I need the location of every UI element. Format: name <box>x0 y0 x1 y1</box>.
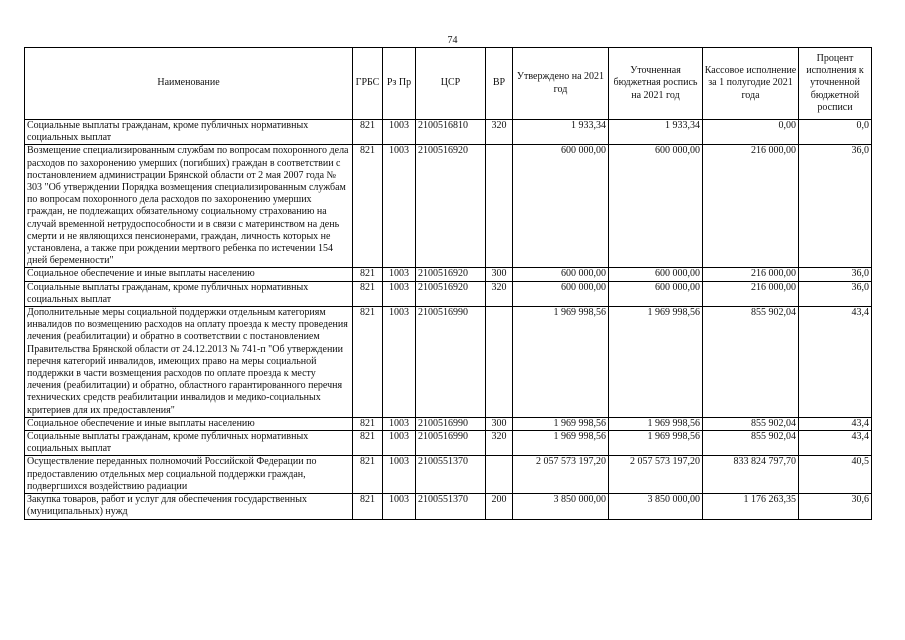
cell-cash: 855 902,04 <box>703 431 799 456</box>
cell-name: Социальное обеспечение и иные выплаты населению <box>25 268 353 281</box>
cell-name: Социальное обеспечение и иные выплаты населению <box>25 417 353 430</box>
cell-rzpr: 1003 <box>383 456 416 494</box>
cell-rzpr: 1003 <box>383 281 416 306</box>
cell-approved: 1 969 998,56 <box>513 307 609 418</box>
cell-cash: 1 176 263,35 <box>703 494 799 519</box>
cell-name: Осуществление переданных полномочий Российской Федерации по предоставлению отдельных мер социальной поддержки граждан, подвергшихся воздействию радиации <box>25 456 353 494</box>
cell-vr <box>486 145 513 268</box>
cell-refined: 2 057 573 197,20 <box>609 456 703 494</box>
table-row <box>25 307 872 418</box>
cell-name: Дополнительные меры социальной поддержки отдельным категориям инвалидов по возмещению расходов на оплату проезда к месту проведения лечения (реабилитации) и обратно в соответствии с постановлением Правительства Брянской области от 24.12.2013 № 741-п "Об утверждении перечня категорий инвалидов, имеющих право на меры социальной поддержки в части возмещения расходов по оплате проезда к месту лечения (реабилитации) и обратно, областного гарантированного перечня технических средств реабилитации инвалидов и медико-социальных критериев для их предоставления" <box>25 307 353 418</box>
cell-grbs: 821 <box>353 307 383 418</box>
cell-name: Закупка товаров, работ и услуг для обеспечения государственных (муниципальных) нужд <box>25 494 353 519</box>
table-row <box>25 120 872 145</box>
header-percent: Процент исполнения к уточненной бюджетной росписи <box>799 48 872 120</box>
cell-vr: 320 <box>486 120 513 145</box>
cell-vr: 320 <box>486 281 513 306</box>
cell-refined: 1 969 998,56 <box>609 307 703 418</box>
cell-refined: 1 969 998,56 <box>609 417 703 430</box>
cell-refined: 600 000,00 <box>609 268 703 281</box>
cell-rzpr: 1003 <box>383 307 416 418</box>
cell-csr: 2100516920 <box>416 268 486 281</box>
header-grbs: ГРБС <box>353 48 383 120</box>
cell-csr: 2100516990 <box>416 307 486 418</box>
cell-cash: 0,00 <box>703 120 799 145</box>
cell-rzpr: 1003 <box>383 145 416 268</box>
cell-rzpr: 1003 <box>383 417 416 430</box>
cell-refined: 600 000,00 <box>609 145 703 268</box>
cell-vr: 300 <box>486 268 513 281</box>
table-row <box>25 456 872 494</box>
header-rzpr: Рз Пр <box>383 48 416 120</box>
table-row <box>25 417 872 430</box>
cell-approved: 600 000,00 <box>513 281 609 306</box>
header-approved: Утверждено на 2021 год <box>513 48 609 120</box>
cell-vr <box>486 456 513 494</box>
cell-csr: 2100516990 <box>416 431 486 456</box>
cell-percent: 0,0 <box>799 120 872 145</box>
cell-rzpr: 1003 <box>383 494 416 519</box>
table-row <box>25 281 872 306</box>
cell-grbs: 821 <box>353 281 383 306</box>
cell-percent: 40,5 <box>799 456 872 494</box>
table-row <box>25 145 872 268</box>
cell-rzpr: 1003 <box>383 431 416 456</box>
table-row <box>25 431 872 456</box>
cell-grbs: 821 <box>353 456 383 494</box>
cell-approved: 600 000,00 <box>513 268 609 281</box>
cell-csr: 2100551370 <box>416 456 486 494</box>
cell-percent: 43,4 <box>799 431 872 456</box>
cell-grbs: 821 <box>353 120 383 145</box>
cell-approved: 3 850 000,00 <box>513 494 609 519</box>
cell-approved: 2 057 573 197,20 <box>513 456 609 494</box>
cell-percent: 43,4 <box>799 307 872 418</box>
cell-approved: 600 000,00 <box>513 145 609 268</box>
cell-refined: 600 000,00 <box>609 281 703 306</box>
cell-cash: 216 000,00 <box>703 281 799 306</box>
cell-vr: 300 <box>486 417 513 430</box>
page-number: 74 <box>447 35 458 46</box>
cell-vr <box>486 307 513 418</box>
header-cash: Кассовое исполнение за 1 полугодие 2021 года <box>703 48 799 120</box>
cell-grbs: 821 <box>353 417 383 430</box>
cell-csr: 2100516990 <box>416 417 486 430</box>
cell-name: Социальные выплаты гражданам, кроме публичных нормативных социальных выплат <box>25 281 353 306</box>
cell-refined: 3 850 000,00 <box>609 494 703 519</box>
cell-csr: 2100516920 <box>416 145 486 268</box>
cell-grbs: 821 <box>353 145 383 268</box>
header-refined: Уточненная бюджетная роспись на 2021 год <box>609 48 703 120</box>
cell-csr: 2100516920 <box>416 281 486 306</box>
header-name: Наименование <box>25 48 353 120</box>
cell-csr: 2100551370 <box>416 494 486 519</box>
cell-percent: 36,0 <box>799 281 872 306</box>
cell-cash: 216 000,00 <box>703 145 799 268</box>
table-row <box>25 494 872 519</box>
table-header-row <box>25 48 872 120</box>
header-csr: ЦСР <box>416 48 486 120</box>
cell-percent: 30,6 <box>799 494 872 519</box>
cell-grbs: 821 <box>353 268 383 281</box>
cell-approved: 1 969 998,56 <box>513 431 609 456</box>
cell-cash: 833 824 797,70 <box>703 456 799 494</box>
cell-percent: 36,0 <box>799 268 872 281</box>
cell-approved: 1 969 998,56 <box>513 417 609 430</box>
cell-grbs: 821 <box>353 494 383 519</box>
header-vr: ВР <box>486 48 513 120</box>
cell-name: Социальные выплаты гражданам, кроме публичных нормативных социальных выплат <box>25 120 353 145</box>
cell-vr: 320 <box>486 431 513 456</box>
cell-cash: 855 902,04 <box>703 307 799 418</box>
cell-cash: 855 902,04 <box>703 417 799 430</box>
cell-csr: 2100516810 <box>416 120 486 145</box>
table-row <box>25 268 872 281</box>
cell-rzpr: 1003 <box>383 120 416 145</box>
cell-name: Возмещение специализированным службам по вопросам похоронного дела расходов по захоронению умерших (погибших) граждан в соответствии с постановлением администрации Брянской области от 2 мая 2007 года № 303 "Об утверждении Порядка возмещения специализированным службам по вопросам похоронного дела расходов по захоронению умерших граждан, не подлежащих обязательному социальному страхованию на случай временной нетрудоспособности и в связи с материнством на день смерти и не являющихся пенсионерами, граждан, личность которых не установлена, а также при рождении мертвого ребенка по истечении 154 дней беременности" <box>25 145 353 268</box>
cell-percent: 43,4 <box>799 417 872 430</box>
cell-rzpr: 1003 <box>383 268 416 281</box>
cell-grbs: 821 <box>353 431 383 456</box>
cell-refined: 1 969 998,56 <box>609 431 703 456</box>
table-body <box>25 120 872 520</box>
cell-vr: 200 <box>486 494 513 519</box>
cell-refined: 1 933,34 <box>609 120 703 145</box>
cell-name: Социальные выплаты гражданам, кроме публичных нормативных социальных выплат <box>25 431 353 456</box>
cell-approved: 1 933,34 <box>513 120 609 145</box>
budget-table <box>24 47 872 520</box>
cell-percent: 36,0 <box>799 145 872 268</box>
cell-cash: 216 000,00 <box>703 268 799 281</box>
